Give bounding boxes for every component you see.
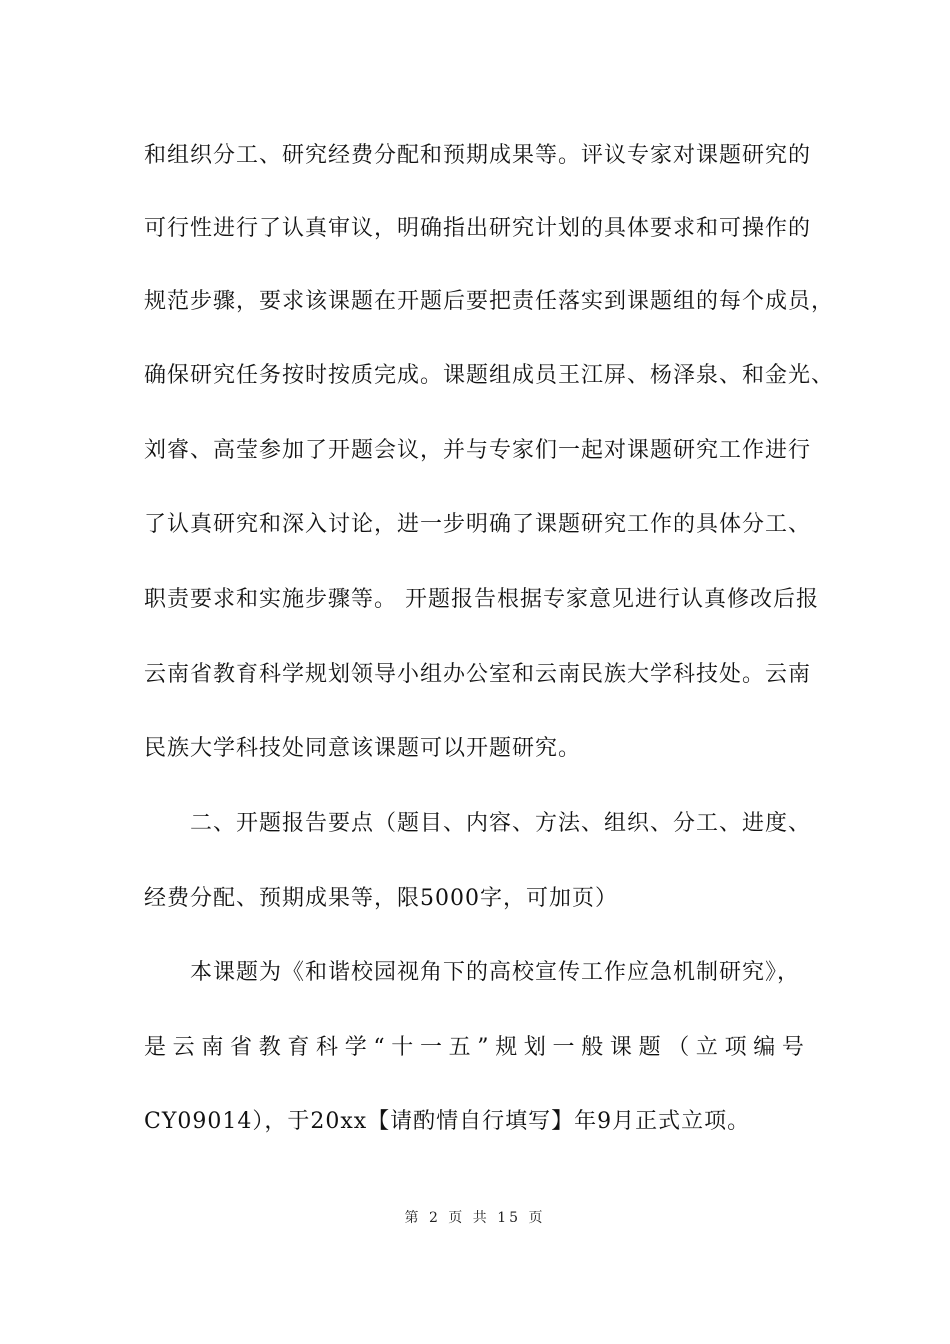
text-glyph: 十 [391, 1035, 414, 1060]
section-heading-line-2: 经费分配、预期成果等，限5000字，可加页） [144, 886, 618, 911]
text-glyph: 五 [448, 1035, 471, 1060]
text-line-7: 职责要求和实施步骤等。 开题报告根据专家意见进行认真修改后报 [144, 587, 819, 612]
text-glyph: 一 [419, 1035, 442, 1060]
text-glyph: 是 [144, 1035, 167, 1060]
text-glyph: 编 [753, 1035, 776, 1060]
text-glyph: （ [667, 1035, 690, 1060]
text-glyph: 科 [316, 1035, 339, 1060]
text-line-1: 和组织分工、研究经费分配和预期成果等。评议专家对课题研究的 [144, 143, 812, 168]
text-glyph: 育 [287, 1035, 310, 1060]
text-glyph: 课 [609, 1035, 632, 1060]
text-glyph: 学 [344, 1035, 367, 1060]
text-glyph: “ [373, 1035, 385, 1060]
text-line-9: 民族大学科技处同意该课题可以开题研究。 [144, 736, 582, 761]
text-glyph: 划 [523, 1035, 546, 1060]
page-number-footer: 第 2 页 共 15 页 [404, 1210, 546, 1226]
text-line-5: 刘睿、高莹参加了开题会议，并与专家们一起对课题研究工作进行 [144, 438, 812, 463]
text-glyph: 般 [581, 1035, 604, 1060]
text-line-2: 可行性进行了认真审议，明确指出研究计划的具体要求和可操作的 [144, 216, 812, 241]
text-glyph: 项 [724, 1035, 747, 1060]
text-glyph: 立 [695, 1035, 718, 1060]
section-heading-line-1: 二、开题报告要点（题目、内容、方法、组织、分工、进度、 [190, 811, 812, 836]
text-line-3: 规范步骤，要求该课题在开题后要把责任落实到课题组的每个成员， [144, 289, 835, 314]
text-glyph: 题 [638, 1035, 661, 1060]
text-line-14: CY09014），于20xx【请酌情自行填写】年9月正式立项。 [144, 1109, 751, 1134]
text-line-4: 确保研究任务按时按质完成。课题组成员王江屏、杨泽泉、和金光、 [144, 363, 835, 388]
text-line-13 [144, 1033, 804, 1063]
text-glyph: 省 [230, 1035, 253, 1060]
text-glyph: 一 [552, 1035, 575, 1060]
text-line-12: 本课题为《和谐校园视角下的高校宣传工作应急机制研究》， [190, 960, 801, 985]
text-glyph: ” [477, 1035, 489, 1060]
text-line-6: 了认真研究和深入讨论，进一步明确了课题研究工作的具体分工、 [144, 512, 812, 537]
text-glyph: 云 [172, 1035, 195, 1060]
text-glyph: 教 [258, 1035, 281, 1060]
text-glyph: 南 [201, 1035, 224, 1060]
text-glyph: 号 [781, 1035, 804, 1060]
text-line-8: 云南省教育科学规划领导小组办公室和云南民族大学科技处。云南 [144, 662, 812, 687]
text-glyph: 规 [495, 1035, 518, 1060]
